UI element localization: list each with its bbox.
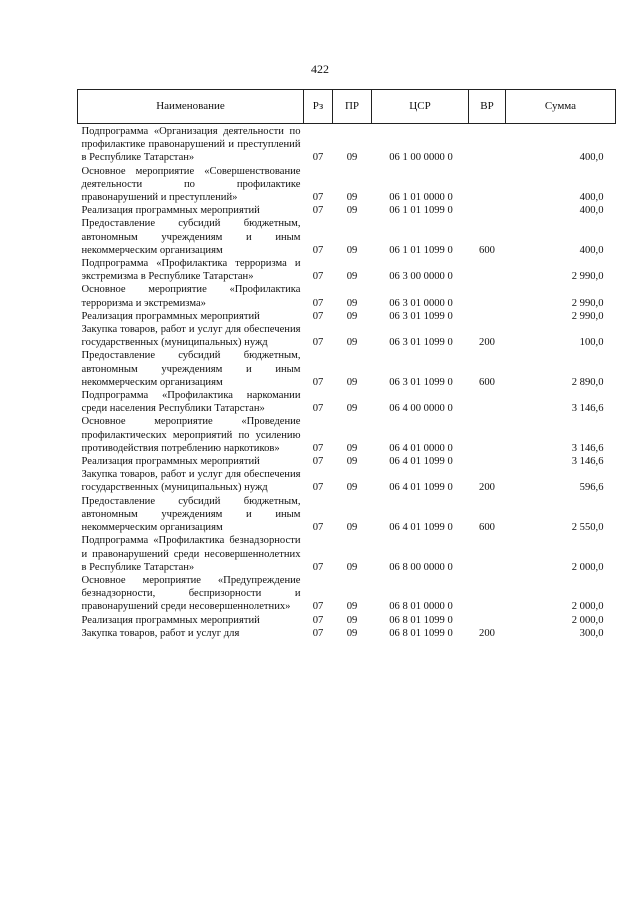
cell-csr: 06 1 00 0000 0 bbox=[389, 152, 453, 164]
cell-name: Закупка товаров, работ и услуг для обеспечения государственных (муниципальных) нужд bbox=[81, 324, 301, 349]
table-header bbox=[78, 90, 616, 124]
cell-rz: 07 bbox=[312, 337, 324, 349]
table-row bbox=[78, 389, 616, 415]
table-row bbox=[78, 310, 616, 323]
cell-name: Закупка товаров, работ и услуг для bbox=[81, 627, 240, 639]
cell-pr: 09 bbox=[346, 205, 358, 217]
cell-pr: 09 bbox=[346, 522, 358, 534]
cell-csr: 06 3 01 1099 0 bbox=[389, 337, 453, 349]
table-row bbox=[78, 323, 616, 349]
cell-csr: 06 1 01 1099 0 bbox=[389, 205, 453, 217]
cell-csr: 06 8 01 1099 0 bbox=[389, 614, 453, 626]
cell-pr: 09 bbox=[346, 614, 358, 626]
cell-rz: 07 bbox=[312, 561, 324, 573]
cell-name: Подпрограмма «Организация деятельности по профилактике правонарушений и преступлений в Республике Татарстан» bbox=[81, 126, 301, 164]
header-sum: Сумма bbox=[506, 90, 616, 124]
cell-vr: 200 bbox=[479, 482, 495, 494]
cell-csr: 06 3 00 0000 0 bbox=[389, 271, 453, 283]
cell-rz: 07 bbox=[312, 522, 324, 534]
table-row bbox=[78, 124, 616, 165]
cell-pr: 09 bbox=[346, 482, 358, 494]
cell-rz: 07 bbox=[312, 482, 324, 494]
table-row bbox=[78, 257, 616, 283]
cell-vr bbox=[469, 124, 506, 165]
cell-csr: 06 3 01 1099 0 bbox=[389, 310, 453, 322]
cell-pr: 09 bbox=[346, 403, 358, 415]
cell-name: Подпрограмма «Профилактика наркомании среди населения Республики Татарстан» bbox=[81, 390, 301, 415]
table-row bbox=[78, 627, 616, 640]
cell-pr: 09 bbox=[346, 310, 358, 322]
cell-sum: 2 000,0 bbox=[571, 601, 604, 613]
cell-sum: 3 146,6 bbox=[571, 456, 604, 468]
cell-vr bbox=[469, 455, 506, 468]
header-vr: ВР bbox=[469, 90, 506, 124]
table-row bbox=[78, 534, 616, 574]
cell-pr: 09 bbox=[346, 192, 358, 204]
cell-sum: 2 000,0 bbox=[571, 561, 604, 573]
cell-vr bbox=[469, 534, 506, 574]
header-row bbox=[78, 90, 616, 124]
cell-name: Подпрограмма «Профилактика безнадзорности и правонарушений среди несовершеннолетних в Республике Татарстан» bbox=[81, 535, 301, 573]
cell-name: Реализация программных мероприятий bbox=[81, 456, 260, 468]
cell-vr bbox=[469, 415, 506, 455]
cell-csr: 06 4 00 0000 0 bbox=[389, 403, 453, 415]
cell-sum: 100,0 bbox=[579, 337, 604, 349]
cell-csr: 06 4 01 0000 0 bbox=[389, 442, 453, 454]
cell-sum: 400,0 bbox=[579, 152, 604, 164]
cell-sum: 400,0 bbox=[579, 205, 604, 217]
cell-csr: 06 1 01 1099 0 bbox=[389, 244, 453, 256]
cell-pr: 09 bbox=[346, 152, 358, 164]
cell-csr: 06 4 01 1099 0 bbox=[389, 482, 453, 494]
cell-name: Основное мероприятие «Проведение профилактических мероприятий по усилению противодействия потреблению наркотиков» bbox=[81, 416, 301, 454]
cell-vr: 200 bbox=[479, 627, 495, 639]
cell-sum: 2 990,0 bbox=[571, 297, 604, 309]
cell-vr: 600 bbox=[479, 376, 495, 388]
header-name: Наименование bbox=[78, 90, 304, 124]
cell-name: Предоставление субсидий бюджетным, автономным учреждениям и иным некоммерческим организациям bbox=[81, 495, 301, 534]
header-pr: ПР bbox=[333, 90, 372, 124]
cell-rz: 07 bbox=[312, 442, 324, 454]
cell-sum: 2 550,0 bbox=[571, 522, 604, 534]
cell-csr: 06 1 01 0000 0 bbox=[389, 192, 453, 204]
header-csr: ЦСР bbox=[372, 90, 469, 124]
table-row bbox=[78, 415, 616, 455]
cell-sum: 2 890,0 bbox=[571, 376, 604, 388]
cell-sum: 596,6 bbox=[579, 482, 604, 494]
table-row bbox=[78, 455, 616, 468]
cell-rz: 07 bbox=[312, 297, 324, 309]
cell-rz: 07 bbox=[312, 205, 324, 217]
cell-pr: 09 bbox=[346, 442, 358, 454]
cell-vr bbox=[469, 165, 506, 205]
table-body bbox=[78, 124, 616, 640]
cell-sum: 300,0 bbox=[579, 627, 604, 639]
cell-name: Основное мероприятие «Совершенствование деятельности по профилактике правонарушений и преступлений» bbox=[81, 165, 301, 204]
cell-rz: 07 bbox=[312, 376, 324, 388]
cell-rz: 07 bbox=[312, 310, 324, 322]
cell-rz: 07 bbox=[312, 271, 324, 283]
cell-sum: 3 146,6 bbox=[571, 403, 604, 415]
cell-rz: 07 bbox=[312, 614, 324, 626]
cell-pr: 09 bbox=[346, 244, 358, 256]
cell-vr: 200 bbox=[479, 337, 495, 349]
cell-csr: 06 8 01 1099 0 bbox=[389, 627, 453, 639]
table-row bbox=[78, 614, 616, 627]
cell-vr: 600 bbox=[479, 522, 495, 534]
cell-csr: 06 8 01 0000 0 bbox=[389, 601, 453, 613]
table-row bbox=[78, 495, 616, 535]
cell-vr bbox=[469, 310, 506, 323]
cell-csr: 06 3 01 0000 0 bbox=[389, 297, 453, 309]
cell-vr: 600 bbox=[479, 244, 495, 256]
cell-name: Реализация программных мероприятий bbox=[81, 614, 260, 626]
cell-name: Предоставление субсидий бюджетным, автономным учреждениям и иным некоммерческим организациям bbox=[81, 218, 301, 256]
page-number: 422 bbox=[311, 62, 329, 76]
table-row bbox=[78, 574, 616, 614]
cell-rz: 07 bbox=[312, 601, 324, 613]
cell-pr: 09 bbox=[346, 627, 358, 639]
cell-sum: 2 990,0 bbox=[571, 271, 604, 283]
table-row bbox=[78, 204, 616, 217]
cell-name: Основное мероприятие «Предупреждение безнадзорности, беспризорности и правонарушений среди несовершеннолетних» bbox=[81, 574, 301, 613]
cell-csr: 06 8 00 0000 0 bbox=[389, 561, 453, 573]
table-row bbox=[78, 283, 616, 309]
cell-rz: 07 bbox=[312, 456, 324, 468]
cell-vr bbox=[469, 283, 506, 309]
table-row bbox=[78, 165, 616, 205]
cell-rz: 07 bbox=[312, 403, 324, 415]
cell-pr: 09 bbox=[346, 561, 358, 573]
cell-name: Закупка товаров, работ и услуг для обеспечения государственных (муниципальных) нужд bbox=[81, 469, 301, 494]
cell-sum: 2 990,0 bbox=[571, 310, 604, 322]
cell-csr: 06 4 01 1099 0 bbox=[389, 522, 453, 534]
cell-rz: 07 bbox=[312, 152, 324, 164]
budget-table bbox=[77, 89, 616, 640]
cell-name: Предоставление субсидий бюджетным, автономным учреждениям и иным некоммерческим организациям bbox=[81, 350, 301, 388]
cell-sum: 400,0 bbox=[579, 192, 604, 204]
table-row bbox=[78, 468, 616, 494]
cell-rz: 07 bbox=[312, 627, 324, 639]
cell-pr: 09 bbox=[346, 337, 358, 349]
cell-vr bbox=[469, 204, 506, 217]
cell-vr bbox=[469, 257, 506, 283]
cell-rz: 07 bbox=[312, 244, 324, 256]
cell-pr: 09 bbox=[346, 376, 358, 388]
cell-sum: 400,0 bbox=[579, 244, 604, 256]
cell-name: Подпрограмма «Профилактика терроризма и экстремизма в Республике Татарстан» bbox=[81, 258, 301, 283]
cell-name: Основное мероприятие «Профилактика терроризма и экстремизма» bbox=[81, 284, 301, 309]
cell-rz: 07 bbox=[312, 192, 324, 204]
table-row bbox=[78, 349, 616, 389]
cell-name: Реализация программных мероприятий bbox=[81, 310, 260, 322]
cell-sum: 3 146,6 bbox=[571, 442, 604, 454]
cell-pr: 09 bbox=[346, 456, 358, 468]
cell-name: Реализация программных мероприятий bbox=[81, 205, 260, 217]
cell-csr: 06 3 01 1099 0 bbox=[389, 376, 453, 388]
cell-vr bbox=[469, 574, 506, 614]
cell-csr: 06 4 01 1099 0 bbox=[389, 456, 453, 468]
cell-vr bbox=[469, 389, 506, 415]
table-row bbox=[78, 217, 616, 257]
cell-vr bbox=[469, 614, 506, 627]
cell-pr: 09 bbox=[346, 271, 358, 283]
cell-pr: 09 bbox=[346, 601, 358, 613]
cell-pr: 09 bbox=[346, 297, 358, 309]
cell-sum: 2 000,0 bbox=[571, 614, 604, 626]
header-rz: Рз bbox=[304, 90, 333, 124]
